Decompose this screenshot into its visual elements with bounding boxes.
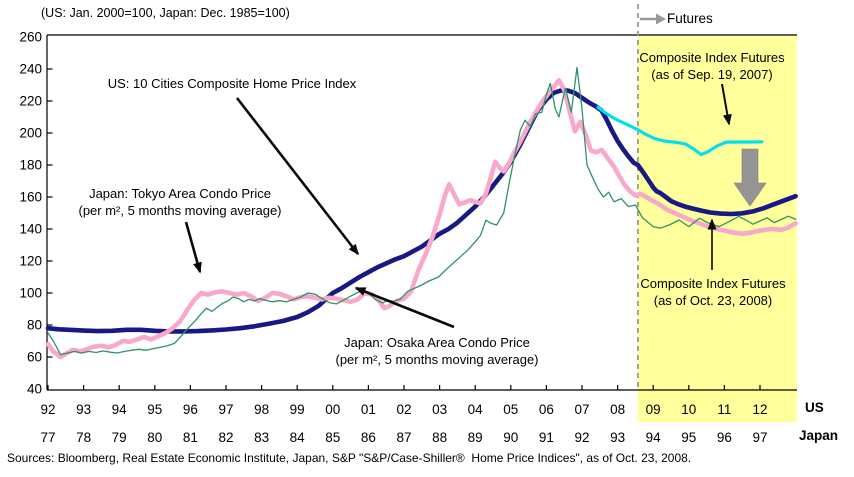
y-tick-label: 120: [19, 253, 42, 269]
annotation-us-series-text: US: 10 Cities Composite Home Price Index: [107, 76, 357, 91]
x-tick-label-us: 10: [681, 402, 697, 417]
y-tick-label: 80: [26, 317, 42, 333]
source-note: Sources: Bloomberg, Real Estate Economic Institute, Japan, S&P "S&P/Case-Shiller® Home Price Indices", as of Oct. 23, 2008.: [7, 451, 692, 465]
x-tick-label-us: 93: [76, 402, 92, 417]
x-tick-label-japan: 89: [467, 430, 483, 445]
x-tick-label-us: 01: [360, 402, 376, 417]
futures-region-label: Futures: [667, 11, 713, 26]
x-tick-label-japan: 96: [716, 430, 732, 445]
futures-pointer-arrow-icon: [640, 14, 666, 25]
x-tick-label-us: 99: [289, 402, 305, 417]
x-tick-label-us: 97: [218, 402, 234, 417]
x-tick-label-japan: 82: [218, 430, 234, 445]
us-line-arrow: [237, 98, 358, 254]
x-tick-label-us: 06: [538, 402, 554, 417]
annotation-futures-2007-line1: Composite Index Futures: [639, 50, 785, 65]
x-tick-label-japan: 81: [182, 430, 198, 445]
x-tick-label-us: 95: [147, 402, 163, 417]
x-tick-label-japan: 86: [360, 430, 376, 445]
annotation-futures-2007-line2: (as of Sep. 19, 2007): [651, 67, 773, 82]
annotation-futures-2008: [633, 275, 793, 309]
tokyo-arrow: [186, 222, 200, 272]
x-tick-label-us: 03: [432, 402, 448, 417]
annotation-futures-2007: [632, 49, 792, 83]
y-tick-label: 100: [19, 285, 42, 301]
x-tick-label-japan: 92: [574, 430, 590, 445]
x-tick-label-us: 08: [610, 402, 626, 417]
annotation-us-series: [101, 75, 363, 92]
x-tick-label-japan: 97: [752, 430, 768, 445]
x-tick-label-us: 09: [645, 402, 661, 417]
annotation-futures-2008-line1: Composite Index Futures: [640, 276, 786, 291]
y-tick-label: 140: [19, 221, 42, 237]
annotation-tokyo-series: [60, 185, 300, 219]
y-tick-label: 40: [26, 381, 42, 397]
y-tick-label: 240: [19, 61, 42, 77]
x-tick-label-us: 11: [717, 402, 732, 417]
x-tick-label-japan: 78: [76, 430, 92, 445]
x-tick-label-japan: 95: [681, 430, 697, 445]
x-tick-label-japan: 80: [147, 430, 163, 445]
x-tick-label-us: 05: [503, 402, 519, 417]
y-tick-label: 200: [19, 125, 42, 141]
x-tick-label-japan: 87: [396, 430, 412, 445]
y-tick-label: 60: [26, 349, 42, 365]
annotation-tokyo-line2: (per m², 5 months moving average): [78, 203, 282, 218]
y-tick-label: 220: [19, 93, 42, 109]
x-tick-label-japan: 88: [432, 430, 448, 445]
x-tick-label-japan: 85: [325, 430, 341, 445]
x-tick-label-japan: 83: [254, 430, 270, 445]
x-tick-label-us: 98: [254, 402, 270, 417]
x-tick-label-us: 02: [396, 402, 412, 417]
x-tick-label-japan: 79: [111, 430, 127, 445]
x-tick-label-us: 04: [467, 402, 483, 417]
annotation-osaka-line1: Japan: Osaka Area Condo Price: [344, 335, 530, 350]
x-tick-label-japan: 77: [40, 430, 56, 445]
x-tick-label-japan: 94: [645, 430, 661, 445]
x-tick-label-us: 96: [182, 402, 198, 417]
annotation-tokyo-line1: Japan: Tokyo Area Condo Price: [89, 186, 271, 201]
x-axis-label-japan: Japan: [799, 428, 839, 443]
y-tick-label: 180: [19, 157, 42, 173]
x-tick-label-japan: 90: [503, 430, 519, 445]
y-tick-label: 160: [19, 189, 42, 205]
x-tick-label-us: 94: [111, 402, 127, 417]
x-tick-label-japan: 93: [610, 430, 626, 445]
x-axis-label-us: US: [805, 400, 824, 415]
x-tick-label-japan: 91: [538, 430, 554, 445]
x-tick-label-us: 00: [325, 402, 341, 417]
annotation-osaka-series: [316, 334, 558, 368]
x-tick-label-us: 07: [574, 402, 590, 417]
y-tick-label: 260: [19, 29, 42, 45]
annotation-futures-2008-line2: (as of Oct. 23, 2008): [653, 293, 773, 308]
x-tick-label-us: 12: [752, 402, 768, 417]
chart-title: (US: Jan. 2000=100, Japan: Dec. 1985=100): [41, 6, 290, 20]
x-tick-label-us: 92: [40, 402, 56, 417]
x-tick-label-japan: 84: [289, 430, 305, 445]
annotation-osaka-line2: (per m², 5 months moving average): [335, 352, 539, 367]
